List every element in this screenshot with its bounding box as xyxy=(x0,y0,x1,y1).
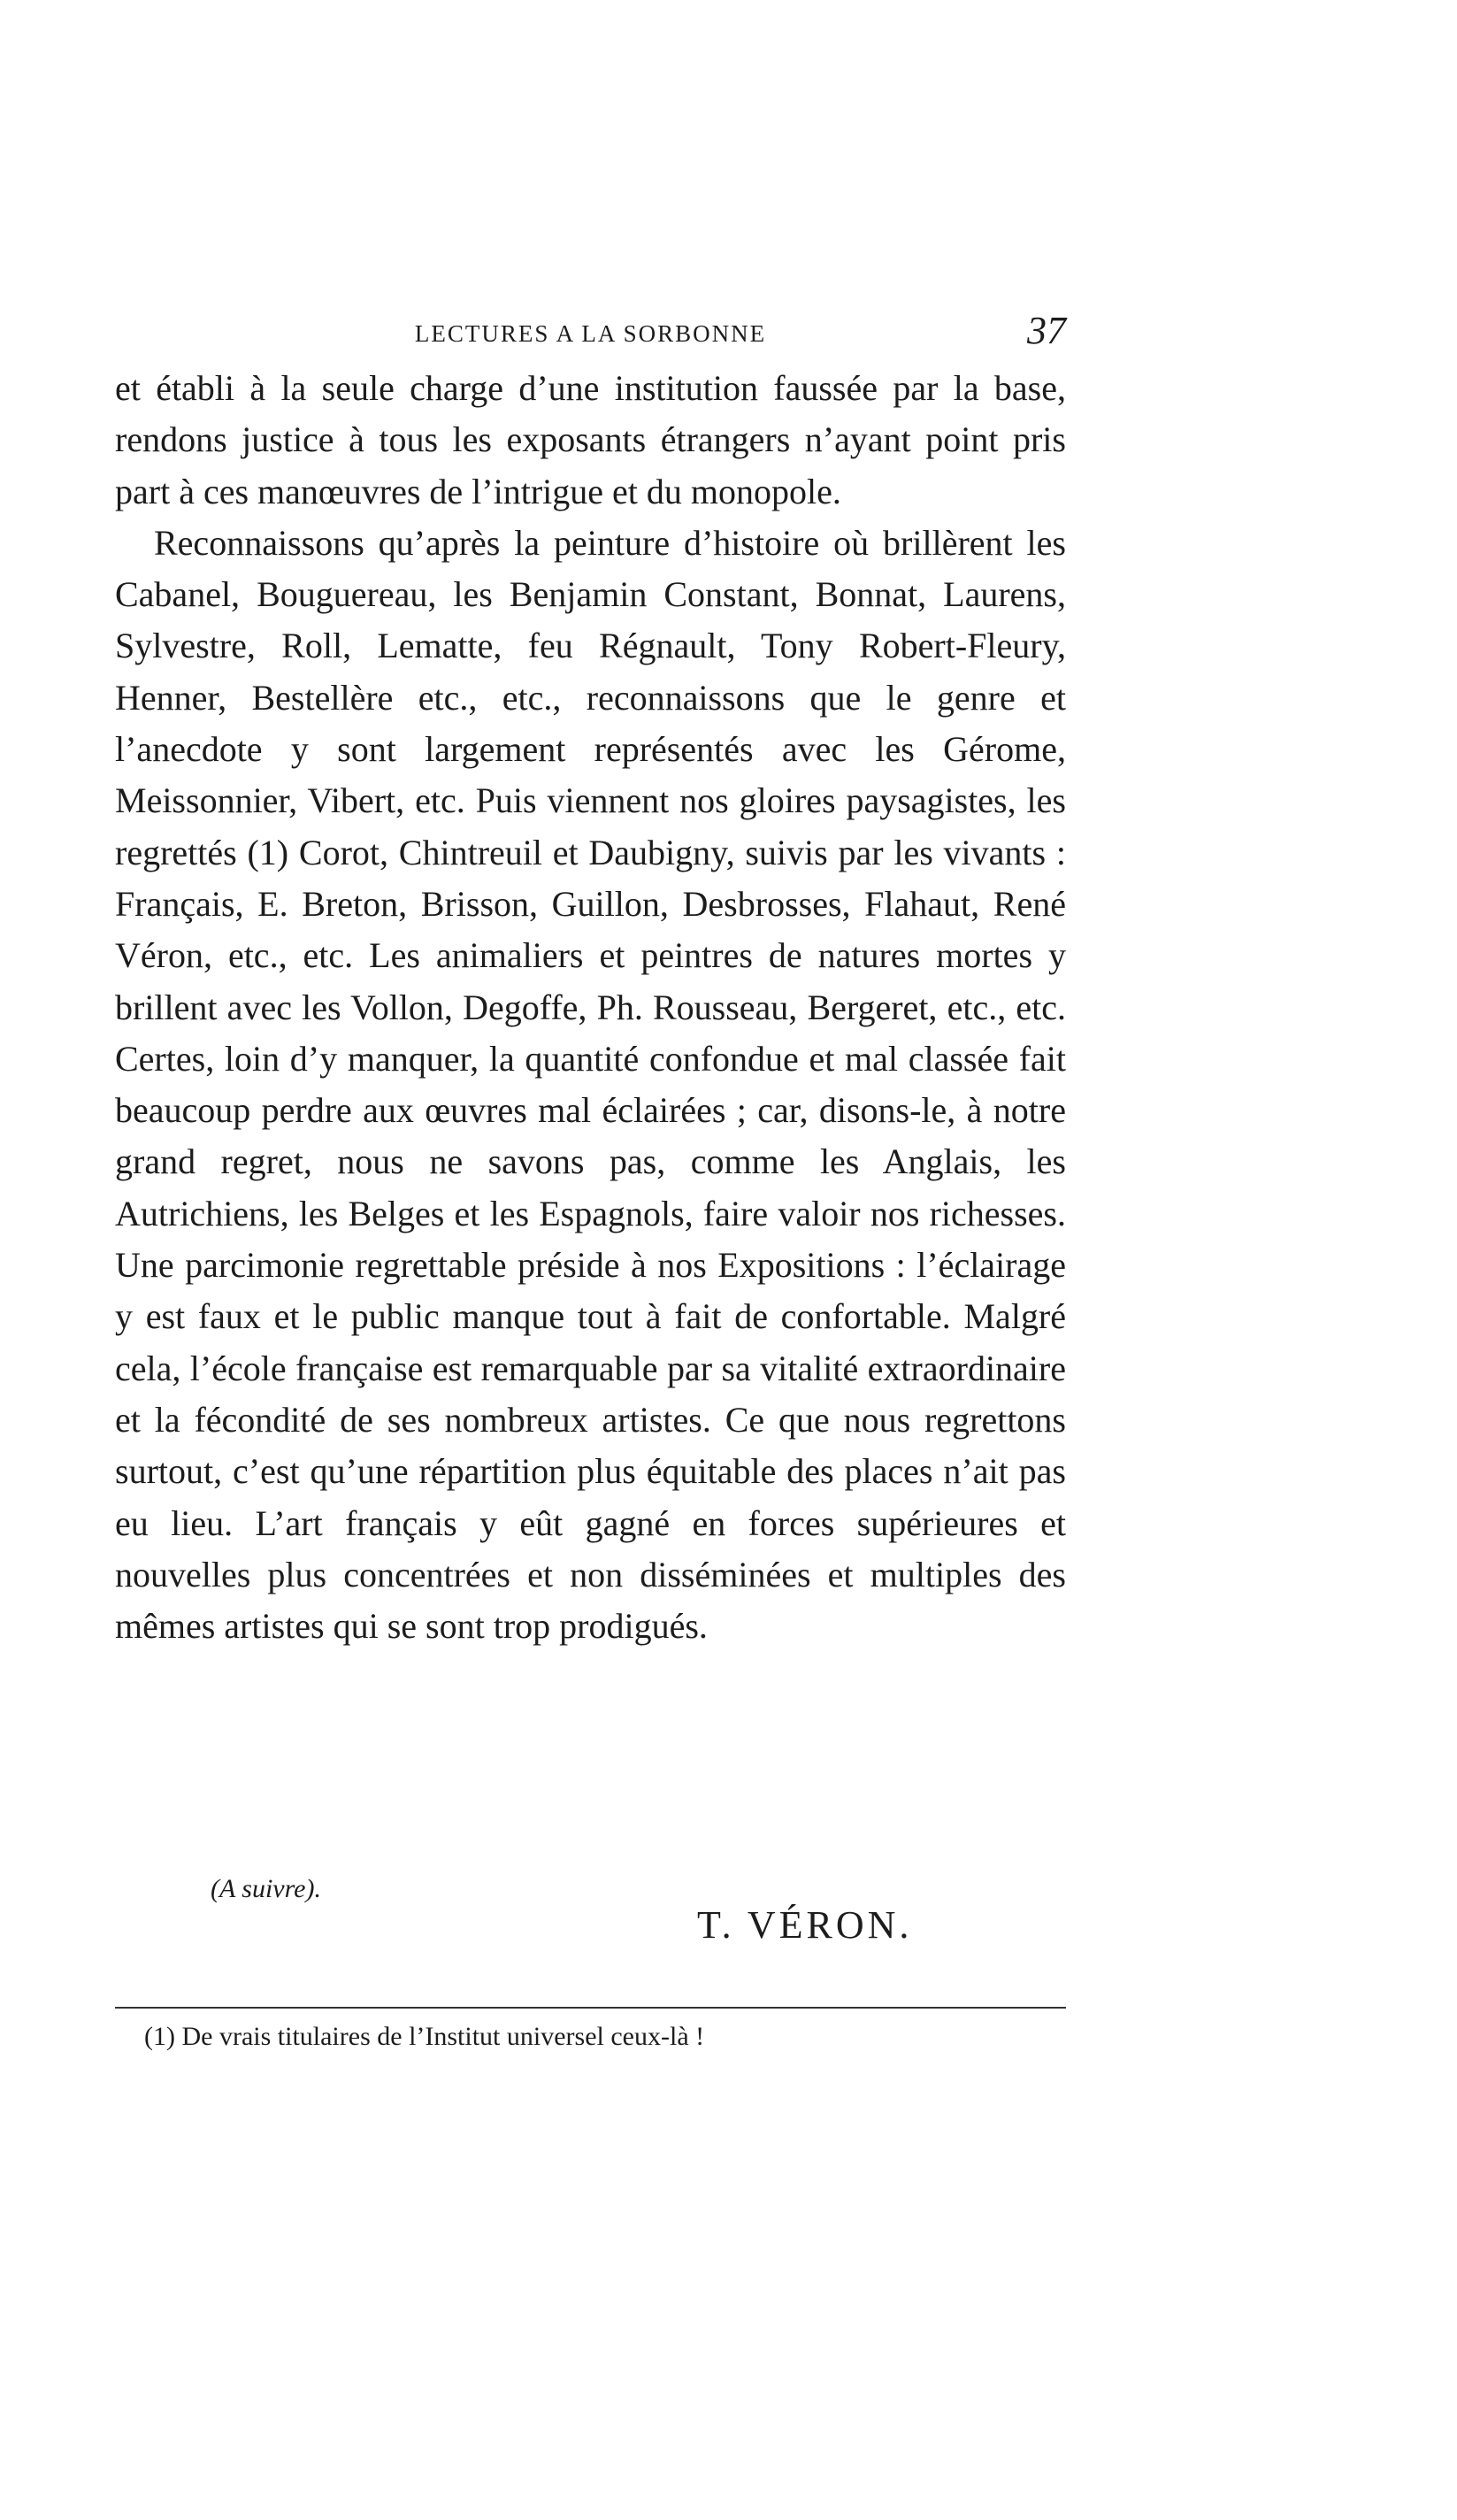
author-signature: T. VÉRON. xyxy=(697,1903,913,1947)
body-text xyxy=(115,363,1066,1652)
running-title: LECTURES A LA SORBONNE xyxy=(414,320,767,347)
running-head xyxy=(115,301,1066,354)
footnote: (1) De vrais titulaires de l’Institut universel ceux-là ! xyxy=(144,2022,705,2051)
paragraph-2: Reconnaissons qu’après la peinture d’histoire où brillèrent les Cabanel, Bouguereau, les Benjamin Constant, Bonnat, Laurens, Sylvestre, Roll, Lematte, feu Régnault, Tony Robert-Fleury, Henner, Bestellère etc., etc., reconnaissons que le genre et l’anecdote y sont largement représentés avec les Gérome, Meissonnier, Vibert, etc. Puis viennent nos gloires paysagistes, les regrettés (1) Corot, Chintreuil et Daubigny, suivis par les vivants : Français, E. Breton, Brisson, Guillon, Desbrosses, Flahaut, René Véron, etc., etc. Les animaliers et peintres de natures mortes y brillent avec les Vollon, Degoffe, Ph. Rousseau, Bergeret, etc., etc. Certes, loin d’y manquer, la quantité confondue et mal classée fait beaucoup perdre aux œuvres mal éclairées ; car, disons-le, à notre grand regret, nous ne savons pas, comme les Anglais, les Autrichiens, les Belges et les Espagnols, faire valoir nos richesses. Une parcimonie regrettable préside à nos Expositions : l’éclairage y est faux et le public manque tout à fait de confortable. Malgré cela, l’école française est remarquable par sa vitalité extraordinaire et la fécondité de ses nombreux artistes. Ce que nous regrettons surtout, c’est qu’une répartition plus équitable des places n’ait pas eu lieu. L’art français y eût gagné en forces supérieures et nouvelles plus concentrées et non disséminées et multiples des mêmes artistes qui se sont trop prodigués. xyxy=(115,522,1066,1647)
footnote-divider xyxy=(115,2007,1066,2009)
page-number: 37 xyxy=(1027,309,1066,352)
to-be-continued-note: (A suivre). xyxy=(211,1874,321,1903)
paragraph-1: et établi à la seule charge d’une institution faussée par la base, rendons justice à tous les exposants étrangers n’ayant point pris part à ces manœuvres de l’intrigue et du monopole. xyxy=(115,368,1066,511)
